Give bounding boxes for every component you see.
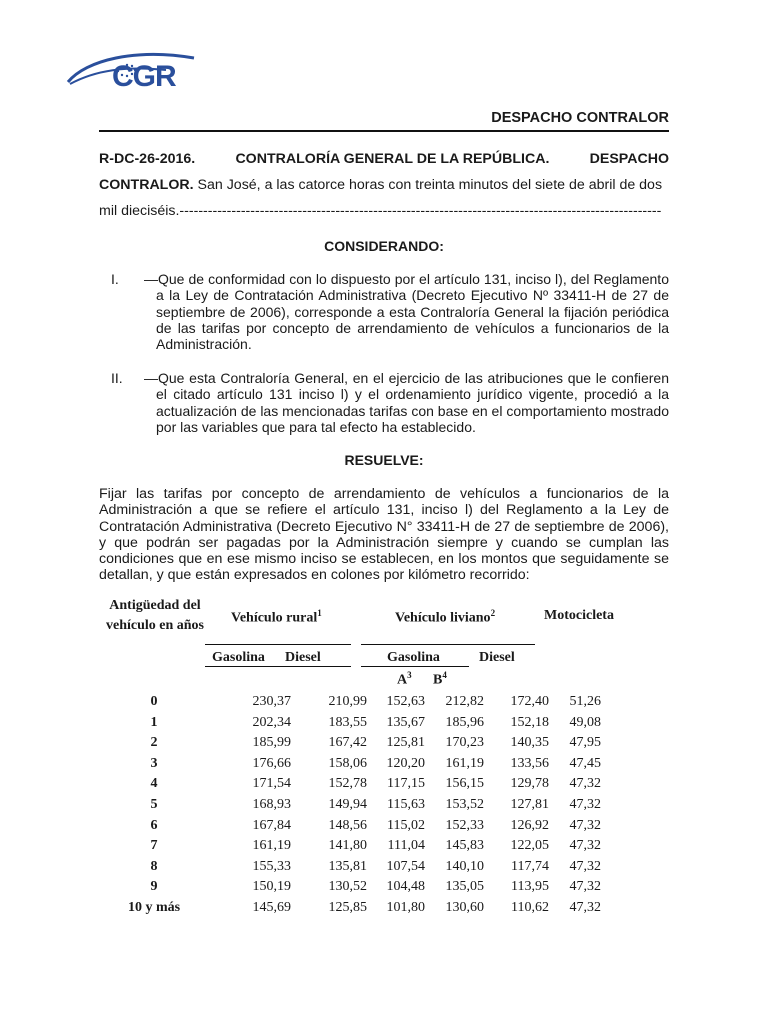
cell-c5: 152,18 (510, 714, 549, 730)
header-diesel-rural: Diesel (285, 650, 321, 665)
item-text: —Que esta Contraloría General, en el ejercicio de las atribuciones que le confieren el citado artículo 131 inciso l) y el ordenamiento jurídico vigente, procedió a la actualización de las mencionadas tarifas con base en el comportamiento mostrado por las variables que para tal efecto ha establecido. (144, 370, 669, 435)
cell-c1: 171,54 (252, 776, 291, 792)
header-rural-note: 1 (317, 608, 322, 618)
cell-c2: 125,85 (328, 900, 367, 915)
item-number: II. (111, 370, 123, 386)
header-b-note: 4 (442, 670, 447, 680)
cell-c5: 117,74 (511, 858, 549, 874)
rule-gasolina-sub (361, 666, 469, 667)
cell-c6: 47,32 (569, 776, 601, 792)
item-text: —Que de conformidad con lo dispuesto por el artículo 131, inciso l), del Reglamento a la Ley de Contratación Administrativa (Decreto Ejecutivo Nº 33411-H de 27 de septiembre de 2006), corresponde a esta Contraloría General la fijación periódica de las tarifas por concepto de arrendamiento de vehículos a funcionarios de la Administración. (144, 271, 669, 353)
cell-c3: 101,80 (386, 900, 425, 915)
header-age (99, 596, 211, 636)
table-row (99, 694, 659, 715)
cell-c2: 130,52 (328, 879, 367, 895)
cell-c4: 156,15 (445, 776, 484, 792)
item-number: I. (111, 271, 119, 287)
cell-c4: 130,60 (445, 900, 484, 915)
cell-c5: 127,81 (510, 797, 549, 812)
table-row (99, 715, 659, 736)
cell-c5: 129,78 (510, 776, 549, 792)
cell-c3: 135,67 (386, 714, 425, 730)
cell-c5: 113,95 (511, 879, 549, 895)
cell-year: 3 (150, 755, 158, 771)
cell-c1: 155,33 (252, 858, 291, 874)
header-gasolina-a (397, 670, 412, 689)
cell-year: 6 (150, 817, 158, 833)
considerando-item-1 (99, 271, 669, 352)
considerando-item-2 (99, 370, 669, 435)
cell-c3: 104,48 (386, 879, 425, 895)
cell-year: 9 (150, 879, 158, 895)
table-row (99, 735, 659, 756)
cell-c4: 152,33 (445, 817, 484, 833)
cell-c6: 47,32 (569, 838, 601, 854)
cell-c4: 170,23 (445, 735, 484, 751)
rule-liviano (361, 644, 535, 645)
cell-c4: 140,10 (445, 858, 484, 874)
cell-c4: 212,82 (445, 694, 484, 709)
cell-c5: 133,56 (510, 755, 549, 771)
department-title: DESPACHO CONTRALOR (491, 110, 669, 126)
cell-year: 0 (150, 694, 158, 709)
cell-c2: 149,94 (328, 797, 367, 812)
table-row (99, 776, 659, 797)
cell-year: 4 (150, 776, 158, 792)
cell-c6: 47,45 (569, 755, 601, 771)
cell-c6: 47,32 (569, 900, 601, 915)
cell-year: 8 (150, 858, 158, 874)
cell-year: 7 (150, 838, 158, 854)
header-liviano-note: 2 (490, 608, 496, 618)
table-row (99, 859, 659, 880)
cell-c2: 210,99 (328, 694, 367, 709)
cell-c6: 47,32 (569, 879, 601, 895)
cell-c4: 153,52 (445, 797, 484, 812)
table-row (99, 838, 659, 859)
header-gasolina-rural: Gasolina (212, 650, 265, 665)
table-row (99, 900, 659, 921)
cell-c3: 115,02 (387, 817, 425, 833)
cell-c6: 49,08 (569, 714, 601, 730)
header-b-label: B (433, 672, 443, 688)
cell-c3: 107,54 (386, 858, 425, 874)
cell-c5: 126,92 (510, 817, 549, 833)
table-row (99, 879, 659, 900)
cell-c1: 167,84 (252, 817, 291, 833)
rule-rural-sub (205, 666, 351, 667)
cell-c6: 51,26 (569, 694, 601, 709)
resuelve-title: RESUELVE: (344, 452, 424, 468)
header-gasolina-b (433, 670, 447, 689)
header-liviano-label: Vehículo liviano (395, 610, 491, 626)
cell-c1: 168,93 (252, 797, 291, 812)
header-a-label: A (397, 672, 408, 688)
cell-c2: 141,80 (328, 838, 367, 854)
header-moto: Motocicleta (544, 608, 614, 623)
header-age-line1: Antigüedad del (109, 598, 201, 613)
cell-c5: 140,35 (510, 735, 549, 751)
cell-c5: 110,62 (511, 900, 549, 915)
cell-c2: 167,42 (328, 735, 367, 751)
header-age-line2: vehículo en años (105, 618, 204, 633)
cell-c2: 135,81 (328, 858, 367, 874)
cell-c3: 115,63 (387, 797, 425, 812)
table-row (99, 756, 659, 777)
cell-year: 5 (150, 797, 158, 812)
header-rural-label: Vehículo rural (231, 610, 318, 626)
cell-year: 2 (150, 735, 158, 751)
resolution-text-b: mil dieciséis.------------------------------------------------------------------------------------------------------ (99, 203, 662, 219)
cell-c2: 152,78 (328, 776, 367, 792)
resolution-code: R-DC-26-2016. (99, 151, 196, 167)
header-diesel-liviano: Diesel (479, 650, 515, 665)
cell-year: 10 y más (127, 900, 181, 915)
considerando-title: CONSIDERANDO: (324, 238, 444, 254)
cell-c3: 111,04 (387, 838, 425, 854)
header-divider (99, 130, 669, 132)
cell-c1: 202,34 (252, 714, 291, 730)
cell-c3: 117,15 (387, 776, 425, 792)
cell-c3: 120,20 (386, 755, 425, 771)
cell-c1: 150,19 (252, 879, 291, 895)
cell-c2: 148,56 (328, 817, 367, 833)
cell-c6: 47,32 (569, 797, 601, 812)
cell-c4: 145,83 (445, 838, 484, 854)
resolution-heading (99, 146, 669, 224)
resolution-entity: CONTRALORÍA GENERAL DE LA REPÚBLICA. (235, 151, 550, 167)
resolution-office-a: DESPACHO (589, 151, 669, 167)
header-gasolina-liviano: Gasolina (387, 650, 440, 665)
rule-rural (205, 644, 351, 645)
cell-c4: 135,05 (445, 879, 484, 895)
cell-c3: 152,63 (386, 694, 425, 709)
cell-c5: 122,05 (510, 838, 549, 854)
cell-c6: 47,32 (569, 817, 601, 833)
logo-text: CGR (112, 60, 176, 93)
resolution-office-b: CONTRALOR. (99, 177, 194, 193)
cell-c5: 172,40 (510, 694, 549, 709)
header-liviano (395, 608, 495, 627)
cell-c1: 161,19 (252, 838, 291, 854)
resuelve-text: Fijar las tarifas por concepto de arrendamiento de vehículos a funcionarios de la Administración a que se refiere el artículo 131, inciso l) del Reglamento a la Ley de Contratación Administrativa (Decreto Ejecutivo N° 33411-H de 27 de septiembre de 2006), y que podrán ser pagadas por la Administración siempre y cuando se cumplan las condiciones que en ese mismo inciso se establecen, en los montos que seguidamente se detallan, y que están expresados en colones por kilómetro recorrido: (99, 486, 669, 584)
cell-c2: 183,55 (328, 714, 367, 730)
cell-c4: 161,19 (445, 755, 484, 771)
cell-c1: 176,66 (252, 755, 291, 771)
table-row (99, 797, 659, 818)
cell-c1: 185,99 (252, 735, 291, 751)
cell-c3: 125,81 (386, 735, 425, 751)
resolution-text-a: San José, a las catorce horas con treinta minutos del siete de abril de dos (197, 177, 663, 193)
table-row (99, 818, 659, 839)
cell-c6: 47,32 (569, 858, 601, 874)
cell-c1: 145,69 (252, 900, 291, 915)
cell-c1: 230,37 (252, 694, 291, 709)
cell-c2: 158,06 (328, 755, 367, 771)
cell-year: 1 (150, 714, 158, 730)
header-a-note: 3 (407, 670, 412, 680)
cell-c6: 47,95 (569, 735, 601, 751)
cell-c4: 185,96 (445, 714, 484, 730)
header-rural (231, 608, 322, 627)
